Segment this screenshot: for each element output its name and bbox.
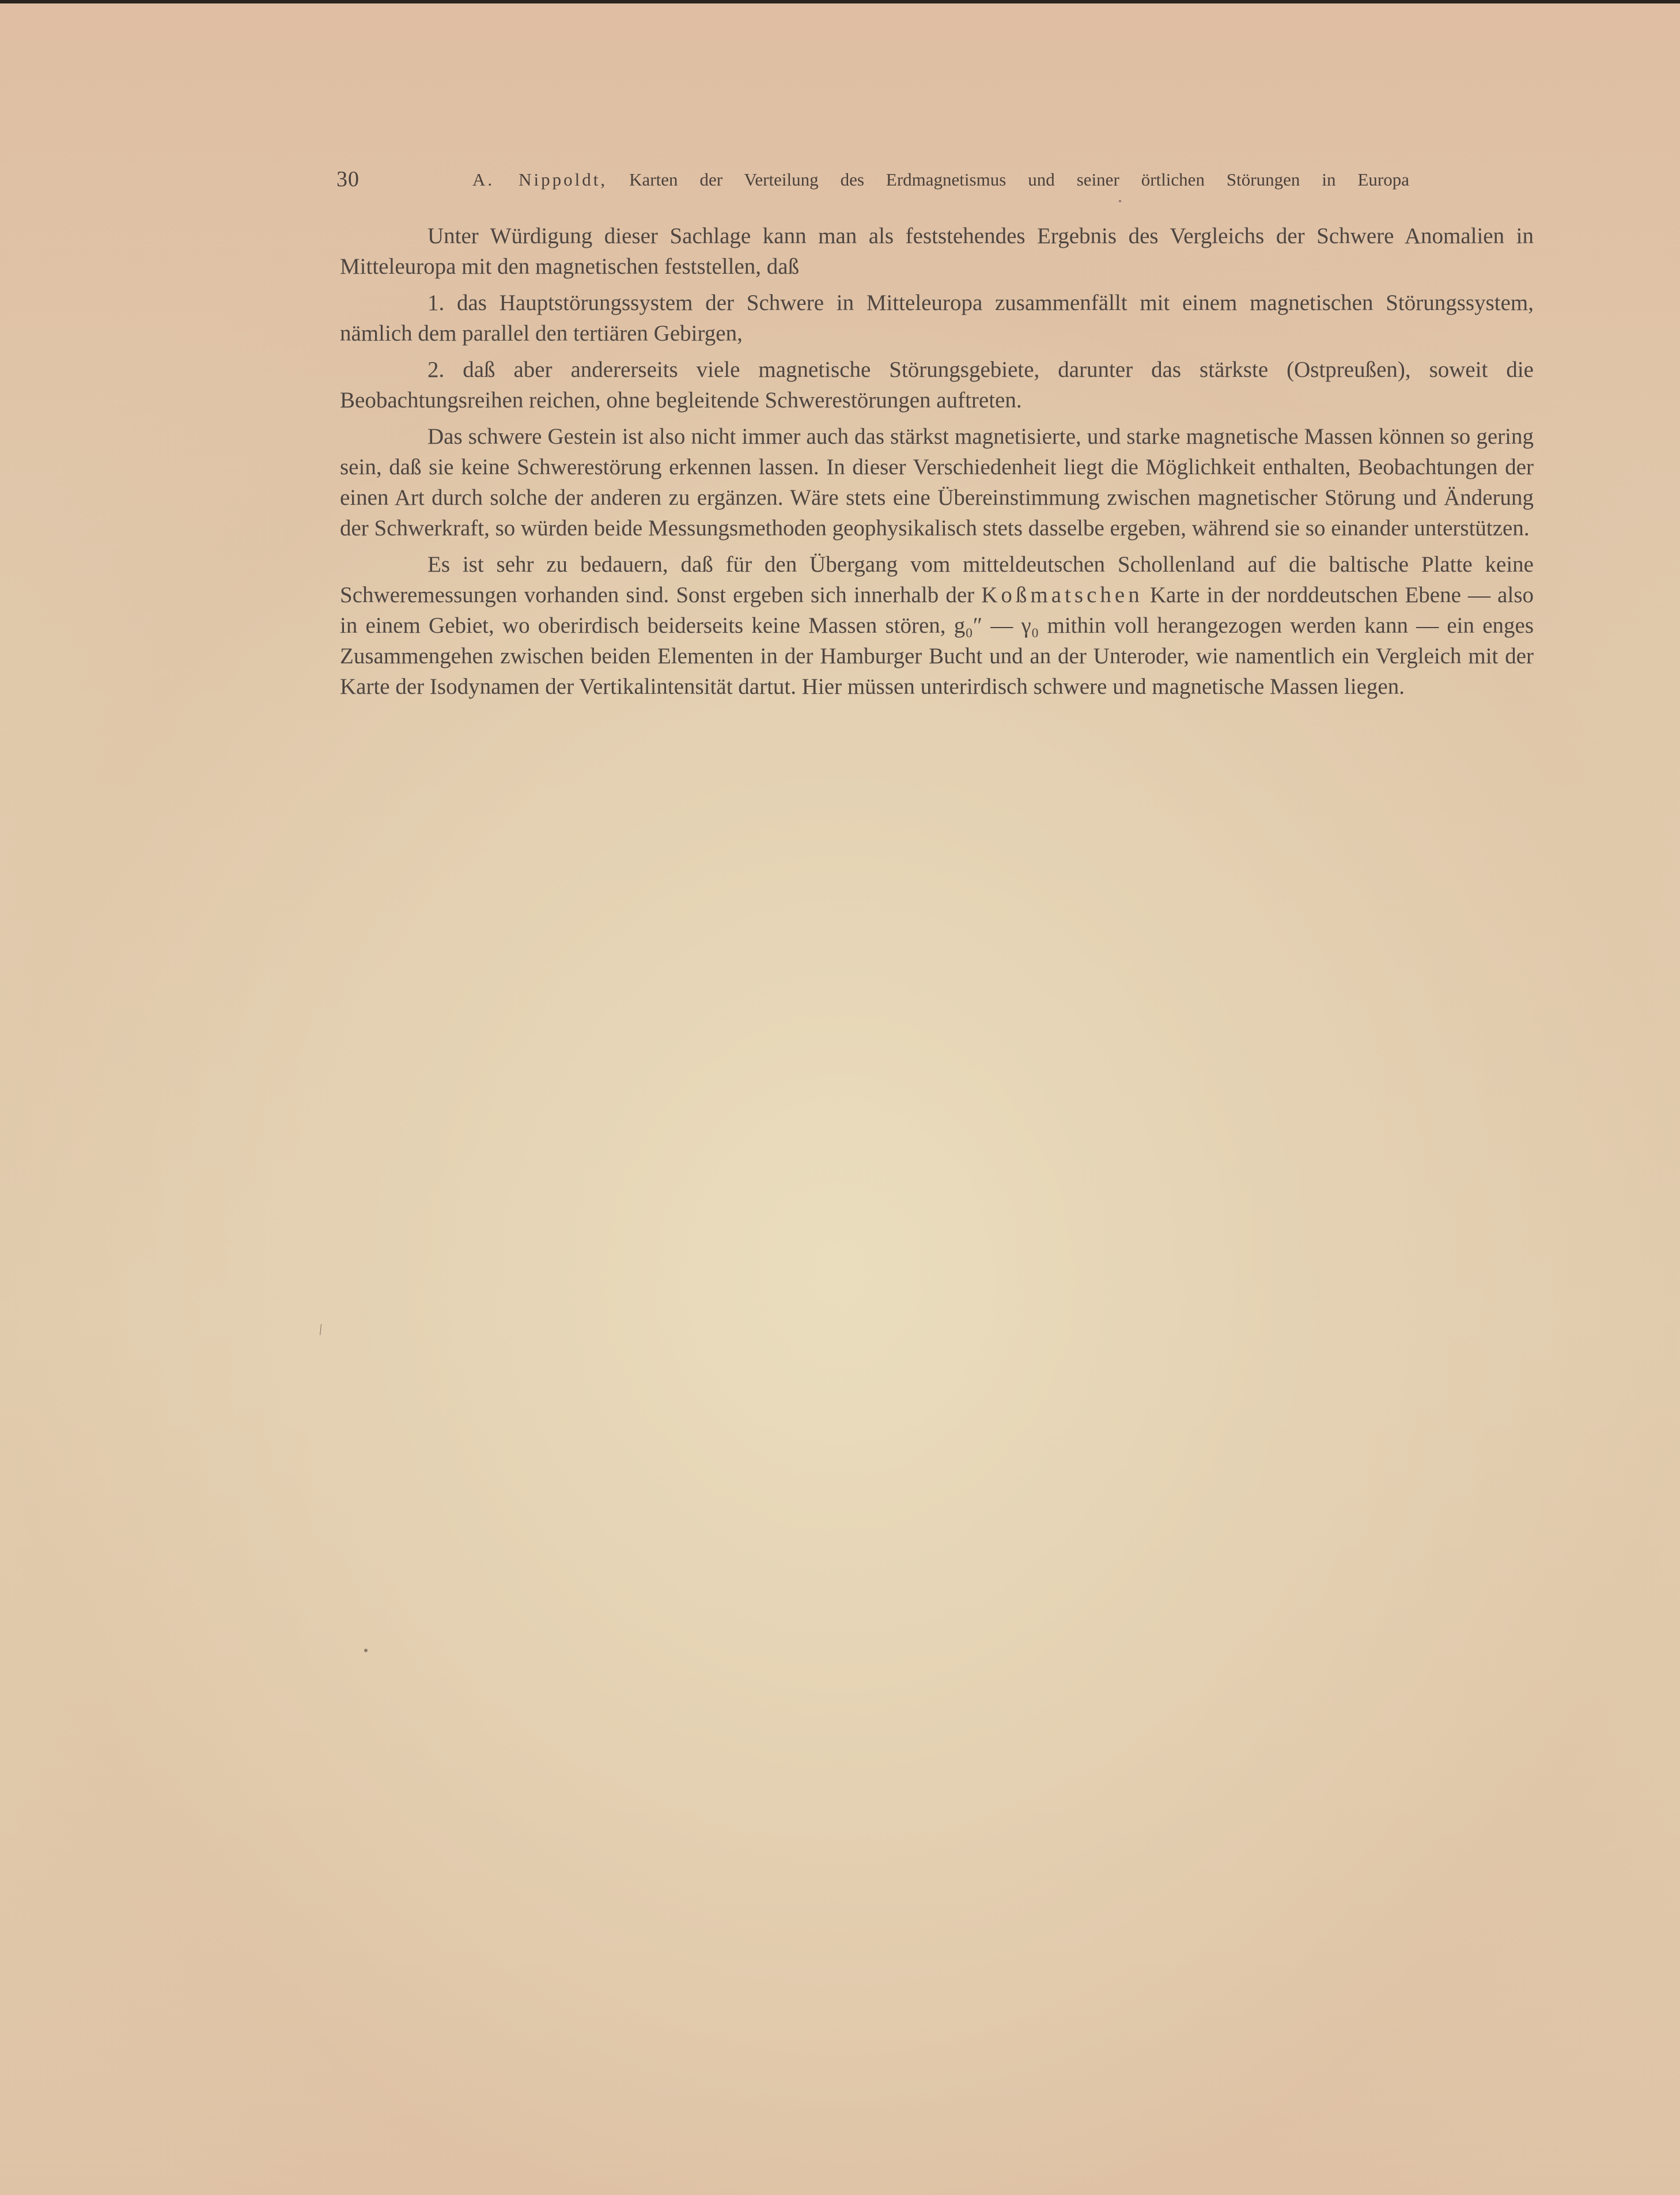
paragraph-4-end: mithin voll herangezogen werden kann — ein enges Zusammengehen zwischen beiden Elementen in der Hamburger Bucht und an der Unteroder, wie namentlich ein Vergleich mit der Karte der Isodynamen der Vertikalintensität dartut. Hier müssen unterirdisch schwere und magnetische Massen liegen. [340, 613, 1534, 699]
running-head [336, 165, 1409, 194]
pencil-mark: ⁄ [316, 1323, 326, 1338]
paragraph-4-middle: Karte in der norddeutschen Ebene — also in einem Gebiet, wo oberirdisch beiderseits keine Massen stören, [340, 583, 1534, 638]
running-title: Karten der Verteilung des Erdmagnetismus und seiner örtlichen Störungen in Europa [629, 169, 1409, 190]
page-number: 30 [336, 167, 360, 191]
list-item-1: 1. das Hauptstörungssystem der Schwere in Mitteleuropa zusammenfällt mit einem magnetischen Störungssystem, nämlich dem parallel den tertiären Gebirgen, [340, 290, 1534, 346]
body-text [340, 221, 1534, 702]
scan-edge [0, 0, 1680, 3]
author-name: A. Nippoldt, [472, 169, 608, 190]
paragraph-4 [340, 549, 1534, 702]
list-item-2: 2. daß aber andererseits viele magnetische Störungsgebiete, darunter das stärkste (Ostpreußen), soweit die Beobachtungsreihen reichen, ohne begleitende Schwerestörungen auftreten. [340, 357, 1534, 413]
paragraph-intro: Unter Würdigung dieser Sachlage kann man als feststehendes Ergebnis des Vergleichs der Schwere Anomalien in Mitteleuropa mit den magnetischen feststellen, daß [340, 224, 1534, 279]
header-title-line [472, 167, 1409, 192]
kossmat-name: Koßmatschen [981, 583, 1143, 607]
paragraph-4-start: Es ist sehr zu bedauern, daß für den Übergang vom mitteldeutschen Schollenland auf die baltische Platte keine Schweremessungen vorhanden sind. Sonst ergeben sich innerhalb der [340, 552, 1534, 607]
gravity-formula: g₀″ — γ₀ [953, 613, 1039, 638]
paragraph-3: Das schwere Gestein ist also nicht immer auch das stärkst magnetisierte, und starke magnetische Massen können so gering sein, daß sie keine Schwerestörung erkennen lassen. In dieser Verschiedenheit liegt die Möglichkeit enthalten, Beobachtungen der einen Art durch solche der anderen zu ergänzen. Wäre stets eine Übereinstimmung zwischen magnetischer Störung und Änderung der Schwerkraft, so würden beide Messungsmethoden geophysikalisch stets dasselbe ergeben, während sie so einander unterstützen. [340, 424, 1534, 541]
ink-speck [1119, 200, 1121, 202]
page-dot [364, 1649, 368, 1652]
